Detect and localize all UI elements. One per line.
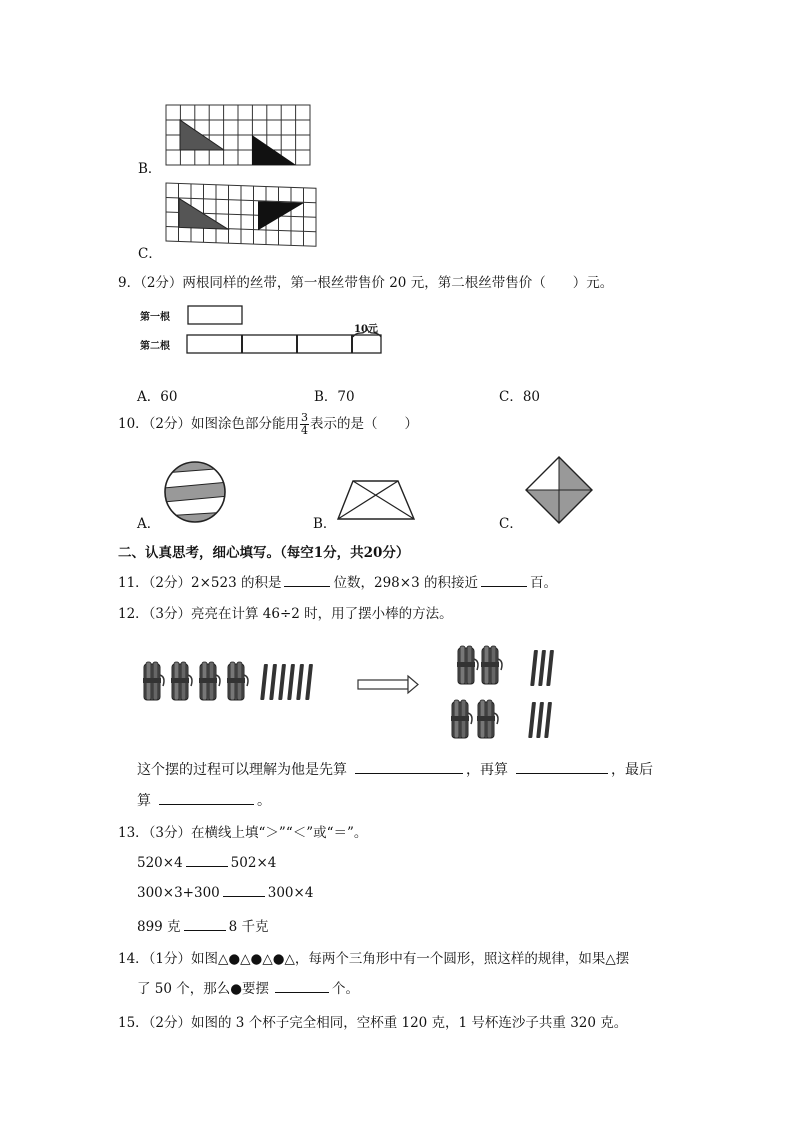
q10-fraction-numerator: 3 <box>301 411 309 424</box>
section2-title: 二、认真思考，细心填写。（每空1分，共20分） <box>118 545 410 561</box>
q8-option-c-label[interactable]: C． <box>138 246 162 262</box>
q14-line2 <box>137 977 359 997</box>
q12-text: 12．（3分）亮亮在计算 46÷2 时，用了摆小棒的方法。 <box>118 606 453 622</box>
q13-text: 13．（3分）在横线上填“＞”“＜”或“＝”。 <box>118 825 368 841</box>
q9-label-first: 第一根 <box>140 312 170 323</box>
q9-label-second: 第二根 <box>140 341 170 352</box>
q10-fraction <box>300 412 309 437</box>
q13-row-1 <box>137 854 276 871</box>
q11-blank-2[interactable] <box>481 574 527 587</box>
q9-option-c[interactable]: C．80 <box>499 389 541 405</box>
q10-option-c-square <box>524 455 594 525</box>
q10-text <box>118 412 418 437</box>
q8-option-c-grid <box>166 183 318 247</box>
q12-sticks-figure <box>140 636 560 742</box>
q12-blank-1[interactable] <box>355 761 463 774</box>
q11-text <box>118 571 557 591</box>
q10-text-before: 10．（2分）如图涂色部分能用 <box>118 416 300 432</box>
q13-row1-right: 502×4 <box>230 855 277 871</box>
q12-line2-b: 。 <box>257 793 271 809</box>
q15-text: 15．（2分）如图的 3 个杯子完全相同，空杯重 120 克，1 号杯连沙子共重 320 克。 <box>118 1015 628 1031</box>
q11-part1: 11．（2分）2×523 的积是 <box>118 575 282 591</box>
q9-ribbon-diagram <box>186 306 386 368</box>
q10-text-after: 表示的是（ ） <box>310 416 419 432</box>
q13-row-3 <box>137 915 268 935</box>
q13-blank-3[interactable] <box>184 918 226 931</box>
q10-option-a-label[interactable]: A． <box>137 516 161 532</box>
q10-option-b-label[interactable]: B． <box>313 516 337 532</box>
q13-row2-right: 300×4 <box>267 885 314 901</box>
q13-row1-left: 520×4 <box>137 855 183 871</box>
q9-option-a[interactable]: A．60 <box>137 389 178 405</box>
q13-row3-right: 8 千克 <box>228 919 269 935</box>
q14-line1: 14．（1分）如图△●△●△●△，每两个三角形中有一个圆形，照这样的规律，如果△摆 <box>118 951 630 967</box>
q9-text: 9．（2分）两根同样的丝带，第一根丝带售价 20 元，第二根丝带售价（ ）元。 <box>118 275 614 291</box>
q12-line2-a: 算 <box>137 793 151 809</box>
q12-blank-2[interactable] <box>516 761 608 774</box>
q11-blank-1[interactable] <box>284 574 330 587</box>
q13-row-2 <box>137 884 313 901</box>
q12-line1-b: ，再算 <box>466 762 508 778</box>
q14-line2-a: 了 50 个，那么●要摆 <box>137 981 270 997</box>
q9-option-b[interactable]: B．70 <box>314 389 355 405</box>
q11-part2: 位数，298×3 的积接近 <box>333 575 478 591</box>
q13-row2-left: 300×3+300 <box>137 885 220 901</box>
q11-part3: 百。 <box>529 575 557 591</box>
q13-blank-1[interactable] <box>186 854 228 867</box>
q9-price-tag: 10元 <box>354 324 378 335</box>
q12-line1-a: 这个摆的过程可以理解为他是先算 <box>137 762 347 778</box>
q12-line1 <box>137 759 653 779</box>
q12-arrow-icon <box>358 676 418 693</box>
q14-blank[interactable] <box>275 980 329 993</box>
q13-row3-left: 899 克 <box>137 919 181 935</box>
q10-option-b-trapezoid <box>336 479 416 521</box>
q8-option-b-grid <box>166 105 311 167</box>
q10-option-c-label[interactable]: C． <box>499 516 523 532</box>
q12-line2 <box>137 790 271 810</box>
q8-option-b-label[interactable]: B． <box>138 161 162 177</box>
q10-fraction-denominator: 4 <box>301 424 309 437</box>
q10-option-a-circle <box>163 460 229 524</box>
q12-blank-3[interactable] <box>159 792 254 805</box>
q14-line2-b: 个。 <box>332 981 360 997</box>
q12-line1-c: ，最后 <box>611 762 653 778</box>
q13-blank-2[interactable] <box>223 884 265 897</box>
